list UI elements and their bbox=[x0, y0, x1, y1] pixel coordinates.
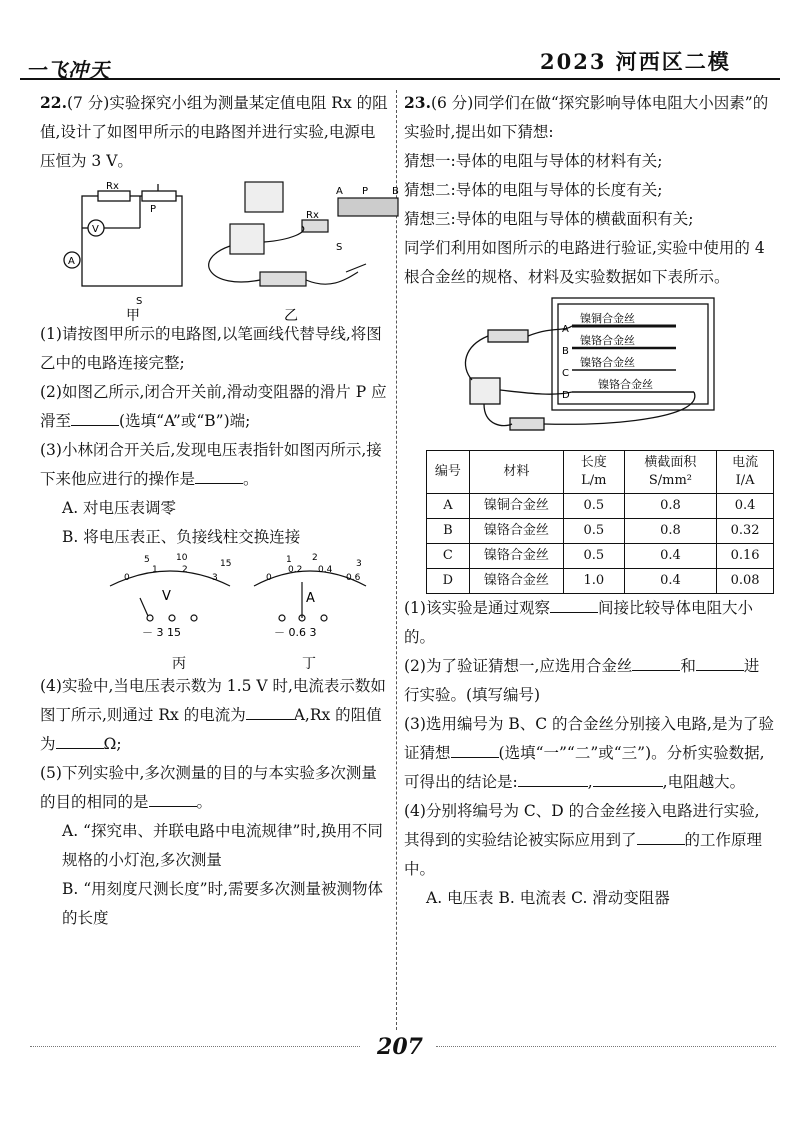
voltmeter-name: V bbox=[162, 589, 171, 604]
q23-guess-3: 猜想三:导体的电阻与导体的横截面积有关; bbox=[404, 210, 694, 228]
q22-part-2: (2)如图乙所示,闭合开关前,滑动变阻器的滑片 P 应滑至 (选填“A”或“B”)端; bbox=[40, 383, 387, 430]
circuit-label-a: A bbox=[68, 256, 75, 267]
table-header: 编号 bbox=[427, 451, 470, 494]
a-tick-04: 0.4 bbox=[318, 565, 333, 575]
table-cell: 0.08 bbox=[717, 569, 774, 594]
answer-blank[interactable] bbox=[195, 467, 243, 484]
page-number: 207 bbox=[377, 1034, 423, 1060]
table-cell: C bbox=[427, 544, 470, 569]
board-wire-a: 镍铜合金丝 bbox=[580, 312, 635, 325]
q22-part5-option-a: A. “探究串、并联电路中电流规律”时,换用不同规格的小灯泡,多次测量 bbox=[62, 822, 383, 869]
table-cell: 镍铬合金丝 bbox=[469, 569, 563, 594]
board-wire-b: 镍铬合金丝 bbox=[580, 334, 635, 347]
table-row bbox=[427, 494, 774, 519]
v-tick-5: 5 bbox=[144, 555, 150, 565]
ammeter-terminals: － 0.6 3 bbox=[274, 626, 317, 639]
q23-part-3: (3)选用编号为 B、C 的合金丝分别接入电路,是为了验证猜想 (选填“一”“二”或“三”)。分析实验数据,可得出的结论是: , ,电阻越大。 bbox=[404, 715, 774, 791]
apparatus-label-a: A bbox=[336, 186, 343, 197]
table-row bbox=[427, 519, 774, 544]
q23-intro: 23.(6 分)同学们在做“探究影响导体电阻大小因素”的实验时,提出如下猜想: bbox=[404, 93, 769, 141]
brand-logo: 一飞冲天 bbox=[26, 58, 110, 82]
answer-blank[interactable] bbox=[550, 596, 598, 613]
table-cell: 0.5 bbox=[563, 494, 624, 519]
table-header: 材料 bbox=[469, 451, 563, 494]
table-cell: 0.5 bbox=[563, 519, 624, 544]
figure-label-bing: 丙 bbox=[172, 656, 186, 672]
q23-part-1: (1)该实验是通过观察 间接比较导体电阻大小的。 bbox=[404, 594, 774, 652]
table-cell: 0.32 bbox=[717, 519, 774, 544]
table-cell: A bbox=[427, 494, 470, 519]
answer-blank[interactable] bbox=[593, 770, 663, 787]
answer-blank[interactable] bbox=[246, 703, 294, 720]
v-tick-3: 3 bbox=[212, 573, 218, 583]
table-header-row bbox=[427, 451, 774, 494]
q23-part4-options: A. 电压表 B. 电流表 C. 滑动变阻器 bbox=[426, 889, 670, 907]
a-tick-2: 2 bbox=[312, 553, 318, 563]
q23-guess-1: 猜想一:导体的电阻与导体的材料有关; bbox=[404, 152, 663, 170]
table-cell: 0.4 bbox=[624, 544, 717, 569]
table-cell: D bbox=[427, 569, 470, 594]
a-tick-0: 0 bbox=[266, 573, 272, 583]
table-header: 电流 I/A bbox=[717, 451, 774, 494]
answer-blank[interactable] bbox=[637, 828, 685, 845]
circuit-label-p: P bbox=[150, 204, 157, 215]
q22-option-b: B. 将电压表正、负接线柱交换连接 bbox=[62, 528, 301, 546]
board-id-c: C bbox=[562, 368, 569, 379]
q23-part-2: (2)为了验证猜想一,应选用合金丝 和 进行实验。(填写编号) bbox=[404, 652, 774, 710]
answer-blank[interactable] bbox=[56, 732, 104, 749]
table-cell: 0.16 bbox=[717, 544, 774, 569]
apparatus-label-s: S bbox=[336, 242, 343, 253]
a-tick-1: 1 bbox=[286, 555, 292, 565]
question-22 bbox=[40, 88, 399, 933]
q22-meter-figures bbox=[40, 552, 390, 672]
q22-part-3: (3)小林闭合开关后,发现电压表指针如图丙所示,接下来他应进行的操作是 。 bbox=[40, 441, 382, 488]
table-cell: 镍铜合金丝 bbox=[469, 494, 563, 519]
table-row bbox=[427, 569, 774, 594]
table-cell: 0.5 bbox=[563, 544, 624, 569]
page-header-title: 2023 河西区二模 bbox=[540, 49, 731, 74]
circuit-label-v: V bbox=[92, 224, 99, 235]
v-tick-10: 10 bbox=[176, 553, 188, 563]
table-row bbox=[427, 544, 774, 569]
table-cell: 镍铬合金丝 bbox=[469, 519, 563, 544]
apparatus-label-rx: Rx bbox=[306, 210, 319, 221]
question-23 bbox=[404, 88, 774, 913]
answer-blank[interactable] bbox=[696, 654, 744, 671]
circuit-label-s: S bbox=[136, 296, 143, 307]
alloy-wire-data-table bbox=[426, 450, 774, 594]
q23-part-4: (4)分别将编号为 C、D 的合金丝接入电路进行实验,其得到的实验结论被实际应用到了 的工作原理中。 bbox=[404, 802, 763, 878]
circuit-label-rx: Rx bbox=[106, 181, 119, 192]
answer-blank[interactable] bbox=[632, 654, 680, 671]
a-tick-06: 0.6 bbox=[346, 573, 361, 583]
answer-blank[interactable] bbox=[149, 790, 197, 807]
figure-label-yi: 乙 bbox=[284, 308, 298, 324]
figure-label-ding: 丁 bbox=[302, 656, 316, 672]
a-tick-02: 0.2 bbox=[288, 565, 303, 575]
ammeter-name: A bbox=[306, 591, 315, 606]
q22-intro: 22.(7 分)实验探究小组为测量某定值电阻 Rx 的阻值,设计了如图甲所示的电路图并进行实验,电源电压恒为 3 V。 bbox=[40, 93, 388, 170]
q22-part-5: (5)下列实验中,多次测量的目的与本实验多次测量的目的相同的是 。 bbox=[40, 764, 377, 811]
answer-blank[interactable] bbox=[71, 409, 119, 426]
q22-part-4: (4)实验中,当电压表示数为 1.5 V 时,电流表示数如图丁所示,则通过 Rx 的电流为 A,Rx 的阻值为 Ω; bbox=[40, 677, 386, 753]
table-cell: 0.4 bbox=[624, 569, 717, 594]
board-id-b: B bbox=[562, 346, 569, 357]
table-header: 横截面积 S/mm² bbox=[624, 451, 717, 494]
answer-blank[interactable] bbox=[518, 770, 588, 787]
answer-blank[interactable] bbox=[451, 741, 499, 758]
board-wire-c: 镍铬合金丝 bbox=[580, 356, 635, 369]
v-tick-1: 1 bbox=[152, 565, 158, 575]
table-header: 长度 L/m bbox=[563, 451, 624, 494]
q22-circuit-figures bbox=[40, 180, 399, 324]
board-id-a: A bbox=[562, 324, 569, 335]
q22-option-a: A. 对电压表调零 bbox=[62, 499, 177, 517]
figure-label-jia: 甲 bbox=[126, 308, 140, 324]
voltmeter-terminals: － 3 15 bbox=[142, 626, 181, 639]
v-tick-15: 15 bbox=[220, 559, 232, 569]
q23-description: 同学们利用如图所示的电路进行验证,实验中使用的 4 根合金丝的规格、材料及实验数据如下表所示。 bbox=[404, 239, 765, 286]
column-divider bbox=[396, 90, 397, 1030]
q22-part-1: (1)请按图甲所示的电路图,以笔画线代替导线,将图乙中的电路连接完整; bbox=[40, 325, 382, 372]
table-cell: 0.4 bbox=[717, 494, 774, 519]
a-tick-3: 3 bbox=[356, 559, 362, 569]
table-cell: 1.0 bbox=[563, 569, 624, 594]
header-rule bbox=[20, 78, 780, 80]
q23-wire-board-figure bbox=[404, 296, 774, 444]
v-tick-0: 0 bbox=[124, 573, 130, 583]
v-tick-2: 2 bbox=[182, 565, 188, 575]
board-wire-d: 镍铬合金丝 bbox=[598, 378, 653, 391]
table-cell: 0.8 bbox=[624, 519, 717, 544]
circuit-diagram-jia bbox=[64, 184, 182, 286]
board-id-d: D bbox=[562, 390, 570, 401]
table-cell: 镍铬合金丝 bbox=[469, 544, 563, 569]
apparatus-label-p: P bbox=[362, 186, 369, 197]
q23-guess-2: 猜想二:导体的电阻与导体的长度有关; bbox=[404, 181, 663, 199]
table-cell: B bbox=[427, 519, 470, 544]
q22-part5-option-b: B. “用刻度尺测长度”时,需要多次测量被测物体的长度 bbox=[62, 880, 384, 927]
apparatus-label-b: B bbox=[392, 186, 399, 197]
table-cell: 0.8 bbox=[624, 494, 717, 519]
apparatus-yi bbox=[209, 182, 398, 286]
